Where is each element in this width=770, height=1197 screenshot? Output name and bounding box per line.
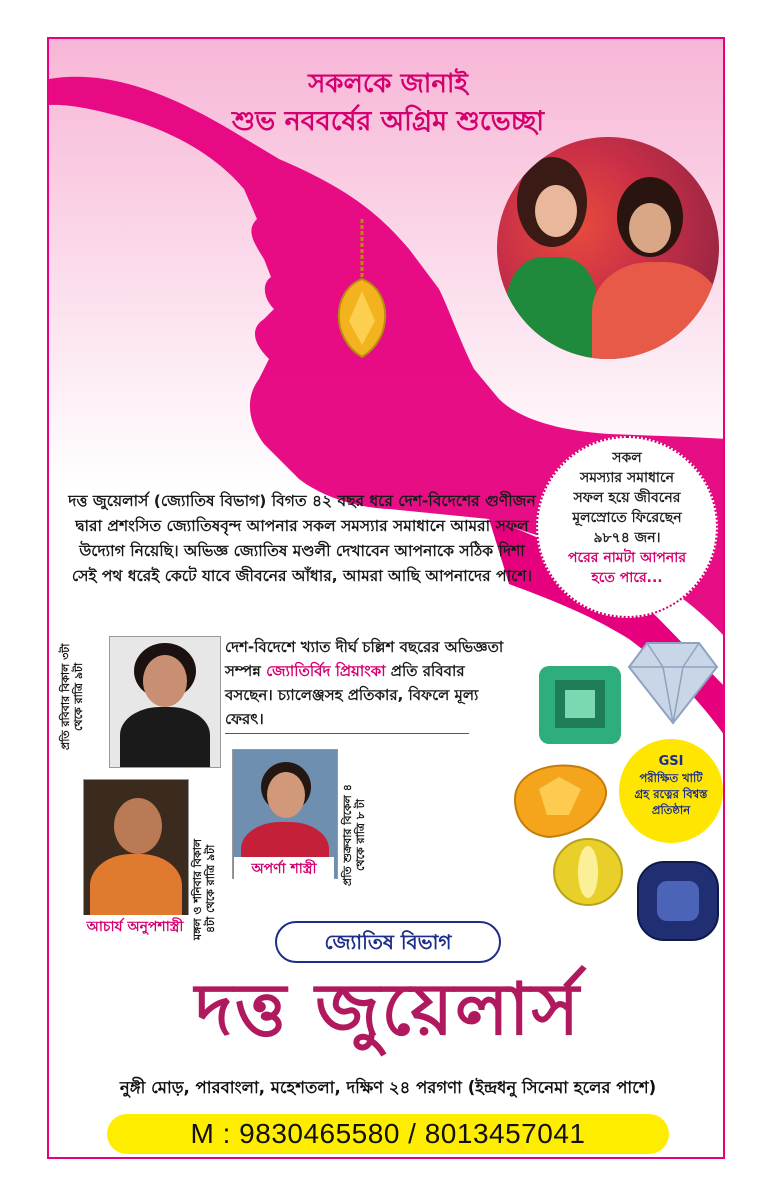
bubble-line: ৯৮৭৪ জন।	[593, 530, 661, 546]
department-label: জ্যোতিষ বিভাগ	[275, 921, 501, 963]
gsi-title: GSI	[658, 754, 684, 769]
priyanka-name: জ্যোতির্বিদ প্রিয়াংকা	[266, 662, 386, 680]
aparna-schedule: প্রতি শুক্রবার বিকেল ৪ থেকে রাত্রি ৮ টা	[341, 784, 367, 886]
bubble-line: সমস্যার সমাধানে	[580, 470, 674, 486]
greeting-line-2: শুভ নববর্ষের অগ্রিম শুভেচ্ছা	[231, 106, 545, 137]
photo-anupshastri	[83, 779, 189, 919]
success-bubble	[536, 436, 718, 618]
bubble-line: মূলস্রোতে ফিরেছেন	[572, 510, 682, 526]
bubble-line: সকল	[612, 450, 642, 466]
bubble-pink-line: পরের নামটা আপনার	[567, 550, 687, 566]
brand-name: দত্ত জুয়েলার্স	[194, 967, 582, 1051]
priyanka-schedule: প্রতি রবিবার বিকাল ৩টা থেকে রাত্রি ৯টা	[59, 643, 85, 751]
anupshastri-schedule: মঙ্গল ও শনিবার বিকাল ৪টা থেকে রাত্রি ৯টা	[191, 838, 217, 940]
address: নুঙ্গী মোড়, পারবাংলা, মহেশতলা, দক্ষিণ ২৪ পরগণা (ইন্দ্রধনু সিনেমা হলের পাশে)	[119, 1078, 657, 1097]
photo-two-women	[497, 137, 719, 359]
emerald-gem-icon	[537, 664, 623, 746]
gsi-line: পরীক্ষিত খাটি	[639, 771, 703, 785]
priyanka-description	[225, 635, 513, 731]
phone-numbers[interactable]: M : 9830465580 / 8013457041	[107, 1114, 669, 1154]
diamond-gem-icon	[625, 639, 721, 725]
priyanka-text-before: দেশ-বিদেশে খ্যাত দীর্ঘ চল্লিশ বছরের অভিজ্ঞতা সম্পন্ন	[225, 638, 504, 680]
aparna-name: অপর্ণা শাস্ত্রী	[234, 857, 334, 879]
anupshastri-name: আচার্য অনুপশাস্ত্রী	[73, 915, 197, 935]
bubble-line: সফল হয়ে জীবনের	[573, 490, 681, 506]
divider-line	[225, 733, 469, 734]
gsi-badge	[619, 739, 723, 843]
gsi-line: গ্রহ রত্নের বিশ্বস্ত	[634, 787, 708, 801]
priyanka-text-after: প্রতি রবিবার বসছেন। চ্যালেঞ্জসহ প্রতিকার, বিফলে মূল্য ফেরৎ।	[225, 662, 479, 728]
advertisement-frame	[47, 37, 725, 1159]
cats-eye-gem-icon	[551, 835, 625, 909]
gsi-line: প্রতিষ্ঠান	[651, 803, 691, 817]
intro-paragraph: দত্ত জুয়েলার্স (জ্যোতিষ বিভাগ) বিগত ৪২ বছর ধরে দেশ-বিদেশের গুণীজন দ্বারা প্রশংসিত জ্যোতিষবৃন্দ আপনার সকল সমস্যার সমাধানে আমরা সফল উদ্যোগ নিয়েছি। অভিজ্ঞ জ্যোতিষ মণ্ডলী দেখাবেন আপনাকে সঠিক দিশা সেই পথ ধরেই কেটে যাবে জীবনের আঁধার, আমরা আছি আপনাদের পাশে।	[68, 492, 536, 585]
greeting-line-1: সকলকে জানাই	[308, 69, 468, 99]
blue-sapphire-gem-icon	[635, 859, 721, 943]
yellow-sapphire-gem-icon	[509, 759, 611, 841]
photo-priyanka	[109, 636, 221, 768]
bubble-pink-line: হতে পারে...	[591, 570, 663, 586]
